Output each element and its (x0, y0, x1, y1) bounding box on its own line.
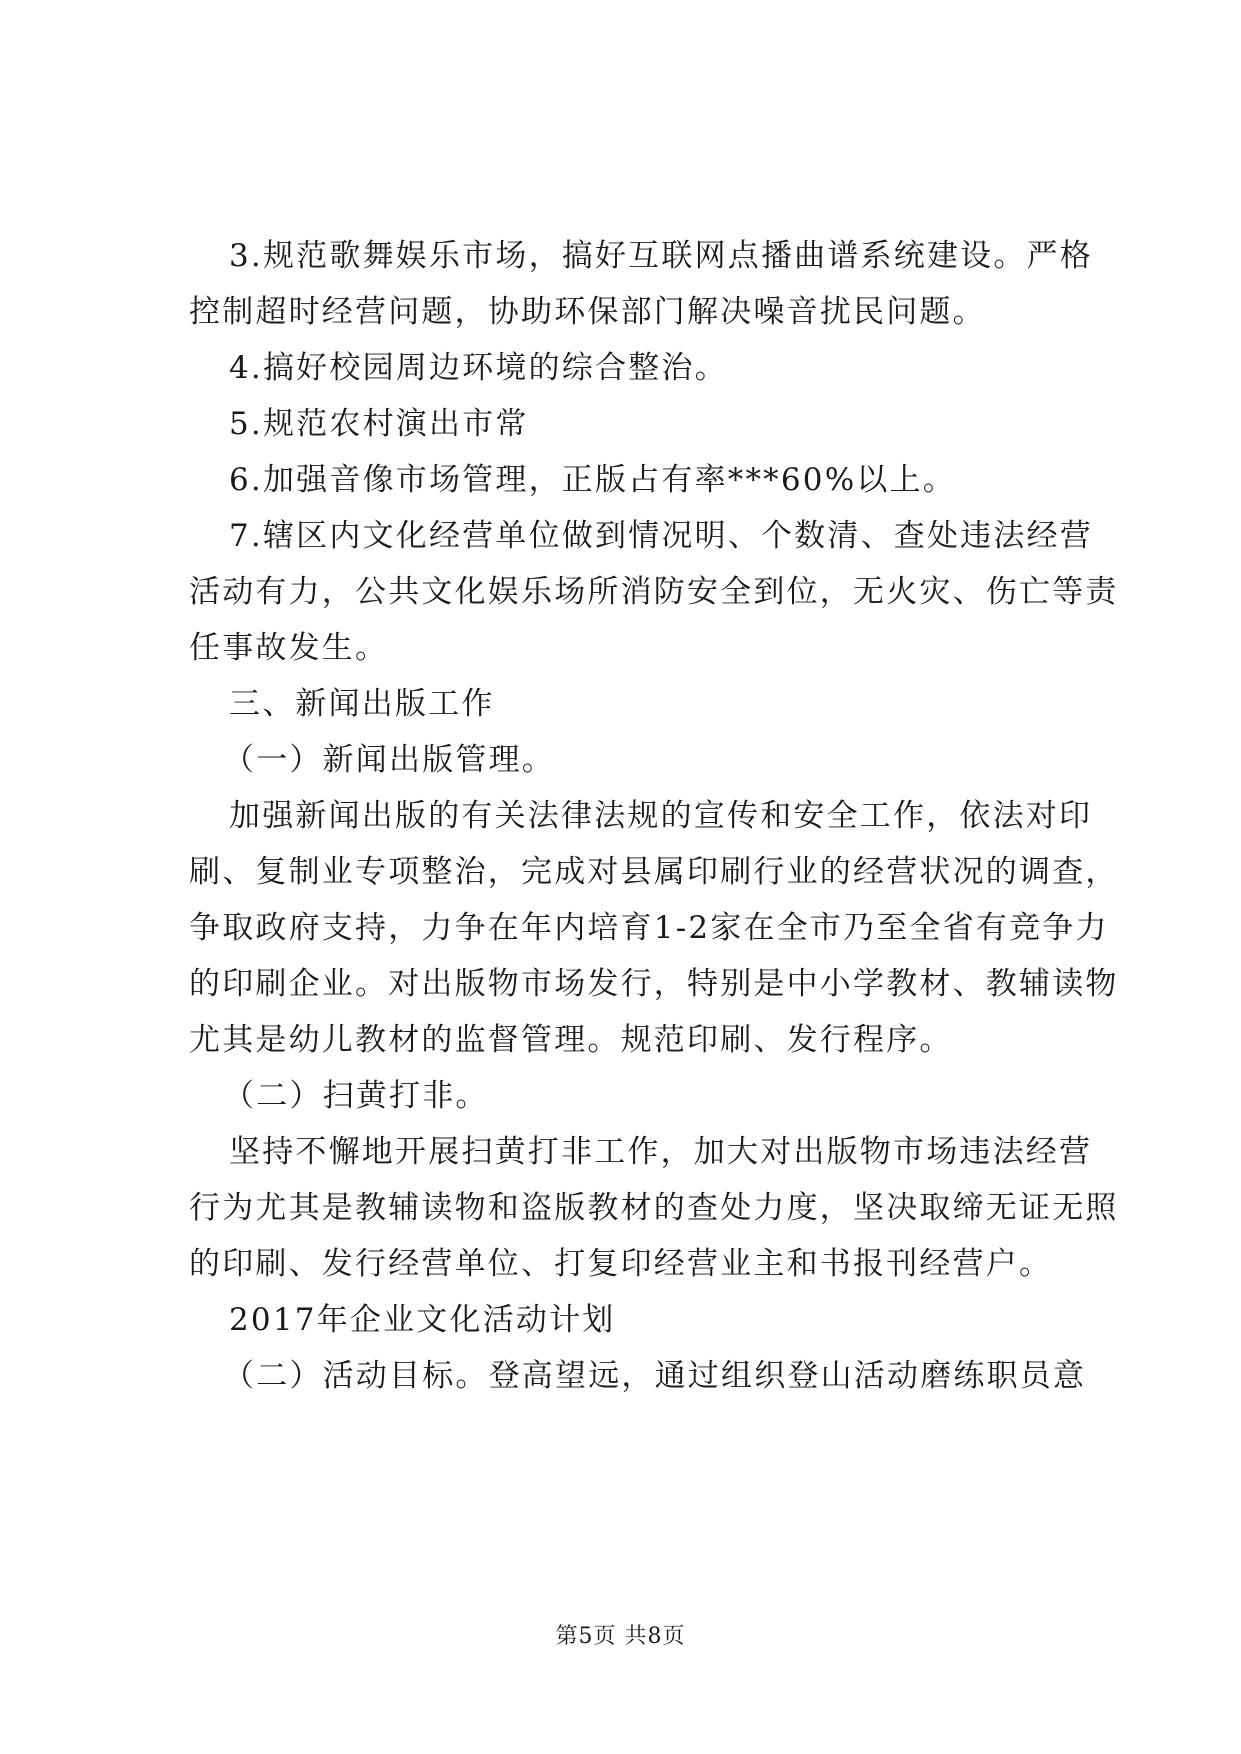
paragraph-line: 活动有力，公共文化娱乐场所消防安全到位，无火灾、伤亡等责 (189, 574, 1119, 610)
paragraph-line: 的印刷企业。对出版物市场发行，特别是中小学教材、教辅读物 (189, 966, 1119, 1002)
paragraph-line: 7.辖区内文化经营单位做到情况明、个数清、查处违法经营 (229, 518, 1093, 554)
paragraph-line: 控制超时经营问题，协助环保部门解决噪音扰民问题。 (189, 294, 986, 330)
paragraph-line: （二）活动目标。登高望远，通过组织登山活动磨练职员意 (223, 1358, 1087, 1394)
paragraph-line: 任事故发生。 (189, 630, 389, 666)
section-heading: 三、新闻出版工作 (229, 686, 495, 722)
paragraph-line: 坚持不懈地开展扫黄打非工作，加大对出版物市场违法经营 (229, 1134, 1093, 1170)
subsection-heading: （一）新闻出版管理。 (223, 742, 555, 778)
subsection-heading: （二）扫黄打非。 (223, 1078, 489, 1114)
paragraph-line: 行为尤其是教辅读物和盗版教材的查处力度，坚决取缔无证无照 (189, 1190, 1119, 1226)
paragraph-line: 的印刷、发行经营单位、打复印经营业主和书报刊经营户。 (189, 1246, 1053, 1282)
paragraph-line: 刷、复制业专项整治，完成对县属印刷行业的经营状况的调查， (189, 854, 1119, 890)
paragraph-line: 5.规范农村演出市常 (229, 406, 529, 442)
paragraph-line: 6.加强音像市场管理，正版占有率***60%以上。 (229, 462, 956, 498)
paragraph-line: 4.搞好校园周边环境的综合整治。 (229, 350, 728, 386)
paragraph-line: 争取政府支持，力争在年内培育1-2家在全市乃至全省有竞争力 (189, 910, 1109, 946)
paragraph-line: 尤其是幼儿教材的监督管理。规范印刷、发行程序。 (189, 1022, 953, 1058)
document-subtitle: 2017年企业文化活动计划 (229, 1302, 616, 1338)
document-body (189, 228, 1119, 1404)
page-number-footer: 第5页 共8页 (555, 1624, 686, 1649)
paragraph-line: 3.规范歌舞娱乐市场，搞好互联网点播曲谱系统建设。严格 (229, 238, 1093, 274)
paragraph-line: 加强新闻出版的有关法律法规的宣传和安全工作，依法对印 (229, 798, 1093, 834)
